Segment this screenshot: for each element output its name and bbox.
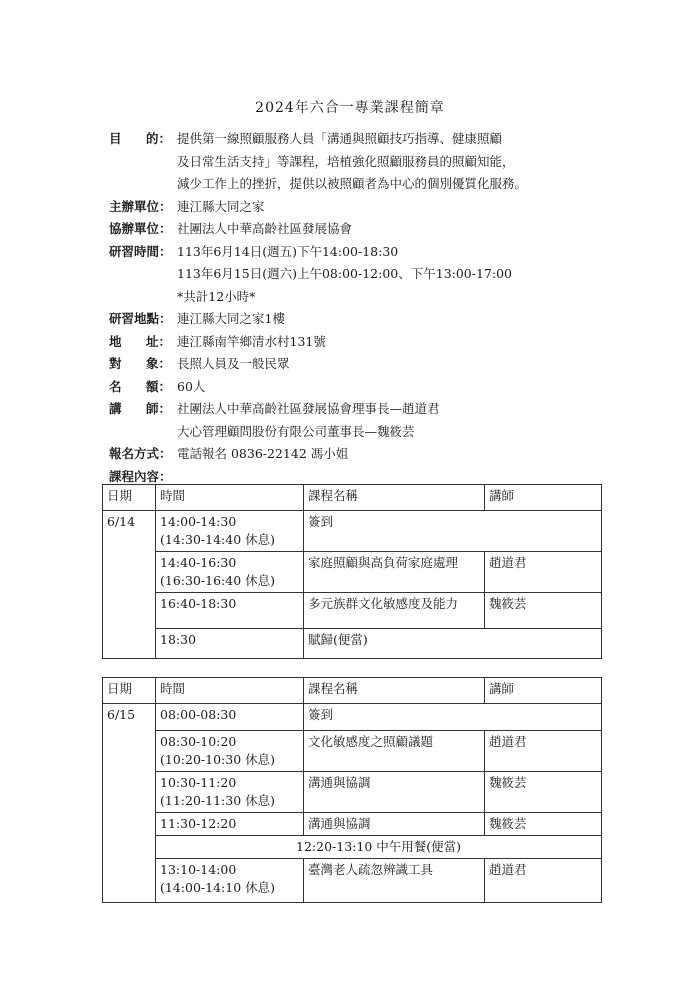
course-cell: 家庭照顧與高負荷家庭處理 <box>304 552 485 593</box>
time-cell: 10:30-11:20 (11:20-11:30 休息) <box>156 772 304 813</box>
co-organizer-value: 社團法人中華高齡社區發展協會 <box>177 221 353 236</box>
header-lecturer: 講師 <box>485 485 602 511</box>
table-row <box>103 629 602 659</box>
header-date: 日期 <box>103 678 156 704</box>
table-row <box>103 859 602 903</box>
time-cell: 11:30-12:20 <box>156 813 304 836</box>
lecturer-row <box>109 398 609 421</box>
course-cell: 臺灣老人疏忽辨識工具 <box>304 859 485 903</box>
purpose-line: 減少工作上的挫折，提供以被照顧者為中心的個別優質化服務。 <box>177 176 528 191</box>
organizer-label: 主辦單位： <box>109 198 172 214</box>
co-organizer-label: 協辦單位： <box>109 221 172 236</box>
table-row <box>103 772 602 813</box>
table-row <box>103 552 602 593</box>
time-line: *共計12小時* <box>177 288 256 304</box>
table-row <box>103 511 602 552</box>
time-cell: 14:40-16:30 (16:30-16:40 休息) <box>156 552 304 593</box>
time-label: 研習時間： <box>109 243 172 259</box>
address-value: 連江縣南竿鄉清水村131號 <box>177 333 326 349</box>
lecturer-line: 社團法人中華高齡社區發展協會理事長—趙道君 <box>177 401 440 416</box>
header-course: 課程名稱 <box>304 678 485 704</box>
signup-row <box>109 443 609 466</box>
time-cell: 16:40-18:30 <box>156 593 304 629</box>
organizer-value: 連江縣大同之家 <box>177 198 265 214</box>
table-row <box>103 813 602 836</box>
table-row <box>103 836 602 859</box>
schedule-table-day2 <box>102 677 602 903</box>
time-cell: 08:00-08:30 <box>156 704 304 731</box>
venue-label: 研習地點： <box>109 311 172 326</box>
audience-label: 對 象： <box>109 356 171 371</box>
lecturer-line: 大心管理顧問股份有限公司董事長—魏筱芸 <box>177 423 415 439</box>
course-cell: 溝通與協調 <box>304 772 485 813</box>
course-cell: 簽到 <box>304 511 602 552</box>
signup-label: 報名方式： <box>109 446 172 461</box>
organizer-row <box>109 196 609 219</box>
lecturer-cell: 趙道君 <box>485 552 602 593</box>
lunch-cell: 12:20-13:10 中午用餐(便當) <box>156 836 602 859</box>
course-cell: 文化敏感度之照顧議題 <box>304 731 485 772</box>
lecturer-cell: 魏筱芸 <box>485 593 602 629</box>
signup-value: 電話報名 0836-22142 馮小姐 <box>177 446 349 461</box>
purpose-line: 及日常生活支持」等課程，培植強化照顧服務員的照顧知能， <box>177 153 515 169</box>
page-title: 2024年六合一專業課程簡章 <box>255 100 445 116</box>
time-cell: 18:30 <box>156 629 304 659</box>
time-line: 113年6月14日(週五)下午14:00-18:30 <box>177 243 399 259</box>
purpose-row <box>109 128 609 151</box>
lecturer-cell: 魏筱芸 <box>485 772 602 813</box>
course-cell: 賦歸(便當) <box>304 629 602 659</box>
header-lecturer: 講師 <box>485 678 602 704</box>
header-time: 時間 <box>156 485 304 511</box>
table-header-row <box>103 485 602 511</box>
table-row <box>103 731 602 772</box>
course-cell: 多元族群文化敏感度及能力 <box>304 593 485 629</box>
address-label: 地 址： <box>109 333 171 349</box>
address-row <box>109 331 609 354</box>
time-row <box>109 241 609 264</box>
quota-label: 名 額： <box>109 378 171 394</box>
content-label: 課程內容： <box>109 468 172 484</box>
date-cell: 6/15 <box>103 704 156 903</box>
purpose-line: 提供第一線照顧服務人員「溝通與照顧技巧指導、健康照顧 <box>177 131 503 146</box>
header-course: 課程名稱 <box>304 485 485 511</box>
course-cell: 簽到 <box>304 704 602 731</box>
lecturer-label: 講 師： <box>109 401 171 416</box>
schedule-table-day1 <box>102 484 602 659</box>
lecturer-cell: 魏筱芸 <box>485 813 602 836</box>
time-line: 113年6月15日(週六)上午08:00-12:00、下午13:00-17:00 <box>177 266 513 281</box>
table-row <box>103 704 602 731</box>
date-cell: 6/14 <box>103 511 156 659</box>
time-cell: 14:00-14:30 (14:30-14:40 休息) <box>156 511 304 552</box>
time-cell: 13:10-14:00 (14:00-14:10 休息) <box>156 859 304 903</box>
table-row <box>103 593 602 629</box>
co-organizer-row <box>109 218 609 241</box>
table-header-row <box>103 678 602 704</box>
venue-row <box>109 308 609 331</box>
venue-value: 連江縣大同之家1樓 <box>177 311 285 326</box>
header-date: 日期 <box>103 485 156 511</box>
time-cell: 08:30-10:20 (10:20-10:30 休息) <box>156 731 304 772</box>
purpose-label: 目 的： <box>109 131 171 146</box>
lecturer-cell: 趙道君 <box>485 859 602 903</box>
quota-value: 60人 <box>177 378 206 394</box>
lecturer-cell: 趙道君 <box>485 731 602 772</box>
audience-row <box>109 353 609 376</box>
course-cell: 溝通與協調 <box>304 813 485 836</box>
header-time: 時間 <box>156 678 304 704</box>
info-section <box>109 128 609 488</box>
quota-row <box>109 376 609 399</box>
audience-value: 長照人員及一般民眾 <box>177 356 290 371</box>
